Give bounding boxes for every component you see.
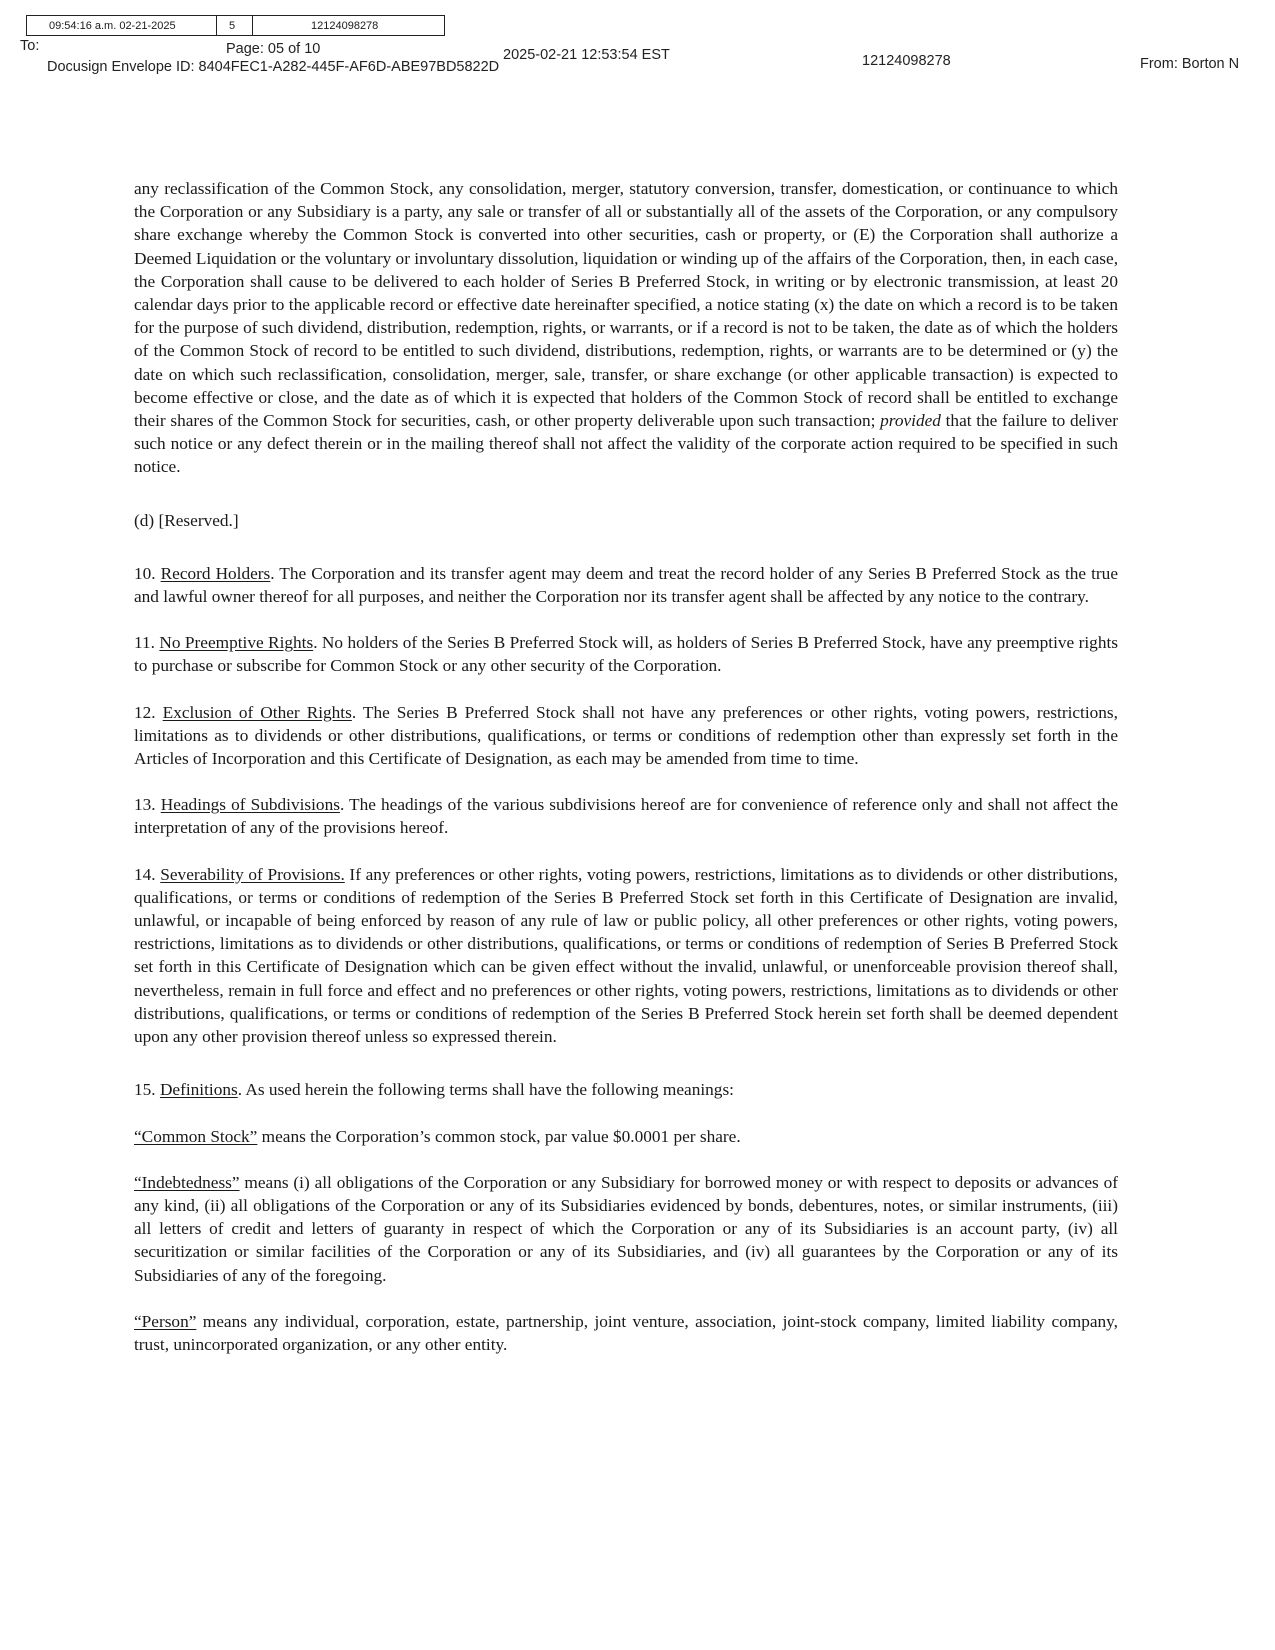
- definition-indebtedness-term: “Indebtedness”: [134, 1172, 240, 1192]
- section-15: [134, 1078, 1118, 1101]
- fax-number: 12124098278: [311, 19, 379, 32]
- definition-common-stock-term: “Common Stock”: [134, 1126, 258, 1146]
- definition-common-stock-text: means the Corporation’s common stock, par value $0.0001 per share.: [257, 1126, 741, 1146]
- section-12-title: Exclusion of Other Rights: [162, 702, 352, 722]
- notice-text-end: that the failure to deliver such notice or any defect therein or in the mailing thereof shall not affect the validity of the corporate action required to be specified in such notice.: [134, 411, 1118, 477]
- section-11-number: 11.: [134, 633, 155, 653]
- section-13: [134, 793, 1118, 839]
- section-14-title: Severability of Provisions.: [160, 864, 345, 884]
- section-11: [134, 631, 1118, 677]
- section-15-number: 15.: [134, 1080, 156, 1100]
- section-14: [134, 863, 1118, 1049]
- definition-person-term: “Person”: [134, 1311, 197, 1331]
- fax-header-box: [26, 15, 445, 36]
- section-15-title: Definitions: [159, 1080, 238, 1100]
- section-10-number: 10.: [134, 563, 156, 583]
- section-11-text: . No holders of the Series B Preferred Stock will, as holders of Series B Preferred Stock, have any preemptive rights to purchase or subscribe for Common Stock or any other security of the Corporation.: [134, 633, 1118, 676]
- document-body: [134, 177, 1118, 1379]
- page-label: Page: 05 of 10: [226, 41, 321, 57]
- fax-time-date: 09:54:16 a.m. 02-21-2025: [27, 16, 217, 35]
- to-label: To:: [20, 38, 40, 54]
- docusign-envelope-id: Docusign Envelope ID: 8404FEC1-A282-445F-AF6D-ABE97BD5822D: [47, 59, 500, 75]
- section-13-title: Headings of Subdivisions: [160, 795, 340, 815]
- section-13-number: 13.: [134, 795, 156, 815]
- section-10: [134, 562, 1118, 608]
- notice-text: any reclassification of the Common Stock, any consolidation, merger, statutory conversion, transfer, domestication, or continuance to which the Corporation or any Subsidiary is a party, any sale or transfer of all or substantially all of the assets of the Corporation, or any compulsory share exchange whereby the Common Stock is converted into other securities, cash or property, or (E) the Corporation shall authorize a Deemed Liquidation or the voluntary or involuntary dissolution, liquidation or winding up of the affairs of the Corporation, then, in each case, the Corporation shall cause to be delivered to each holder of Series B Preferred Stock, in writing or by electronic transmission, at least 20 calendar days prior to the applicable record or effective date hereinafter specified, a notice stating (x) the date on which a record is to be taken for the purpose of such dividend, distribution, redemption, rights, or warrants, or if a record is not to be taken, the date as of which the holders of the Common Stock of record to be entitled to such dividend, distributions, redemption, rights, or warrants are to be determined or (y) the date on which such reclassification, consolidation, merger, sale, transfer, or share exchange (or other applicable transaction) is expected to become effective or close, and the date as of which it is expected that holders of the Common Stock of record shall be entitled to exchange their shares of the Common Stock for securities, cash, or other property deliverable upon such transaction;: [134, 179, 1119, 431]
- section-11-title: No Preemptive Rights: [159, 633, 314, 653]
- phone-number: 12124098278: [862, 53, 951, 69]
- section-12-text: . The Series B Preferred Stock shall not have any preferences or other rights, voting powers, restrictions, limitations as to dividends or other distributions, qualifications, or terms or conditions of redemption other than expressly set forth in the Articles of Incorporation and this Certificate of Designation, as each may be amended from time to time.: [134, 702, 1118, 769]
- section-12: [134, 701, 1118, 771]
- transmission-timestamp: 2025-02-21 12:53:54 EST: [503, 47, 670, 63]
- definition-person-text: means any individual, corporation, estate, partnership, joint venture, association, joint-stock company, limited liability company, trust, unincorporated organization, or any other entity.: [134, 1311, 1118, 1354]
- from-label: From: Borton N: [1140, 56, 1240, 72]
- notice-paragraph: [134, 177, 1118, 479]
- fax-page-number: 5: [217, 16, 253, 35]
- section-10-title: Record Holders: [160, 563, 271, 583]
- definition-indebtedness: [134, 1171, 1118, 1287]
- definition-common-stock: [134, 1125, 1118, 1148]
- section-14-text: If any preferences or other rights, voting powers, restrictions, limitations as to dividends or other distributions, qualifications, or terms or conditions of redemption of the Series B Preferred Stock set forth in this Certificate of Designation are invalid, unlawful, or incapable of being enforced by reason of any rule of law or public policy, all other preferences or other rights, voting powers, restrictions, limitations as to dividends or other distributions, qualifications, or terms or conditions of redemption of Series B Preferred Stock set forth in this Certificate of Designation which can be given effect without the invalid, unlawful, or unenforceable provision thereof shall, nevertheless, remain in full force and effect and no preferences or other rights, voting powers, restrictions, limitations as to dividends or other distributions, qualifications, or terms or conditions of redemption of the Series B Preferred Stock herein set forth shall be deemed dependent upon any other provision thereof unless so expressed therein.: [134, 864, 1118, 1047]
- section-15-text: . As used herein the following terms shall have the following meanings:: [237, 1080, 734, 1100]
- section-13-text: . The headings of the various subdivisions hereof are for convenience of reference only and shall not affect the interpretation of any of the provisions hereof.: [134, 795, 1118, 838]
- section-12-number: 12.: [134, 702, 156, 722]
- reserved-clause: (d) [Reserved.]: [134, 510, 239, 530]
- definition-person: [134, 1310, 1118, 1356]
- definition-indebtedness-text: means (i) all obligations of the Corporation or any Subsidiary for borrowed money or with respect to deposits or advances of any kind, (ii) all obligations of the Corporation or any of its Subsidiaries evidenced by bonds, debentures, notes, or similar instruments, (iii) all letters of credit and letters of guaranty in respect of which the Corporation or any of its Subsidiaries is an account party, (iv) all securitization or similar facilities of the Corporation or any of its Subsidiaries, and (iv) all guarantees by the Corporation or any of its Subsidiaries of any of the foregoing.: [134, 1172, 1118, 1285]
- provided-italic: provided: [880, 411, 941, 431]
- section-14-number: 14.: [134, 864, 156, 884]
- section-10-text: . The Corporation and its transfer agent may deem and treat the record holder of any Series B Preferred Stock as the true and lawful owner thereof for all purposes, and neither the Corporation nor its transfer agent shall be affected by any notice to the contrary.: [134, 563, 1118, 607]
